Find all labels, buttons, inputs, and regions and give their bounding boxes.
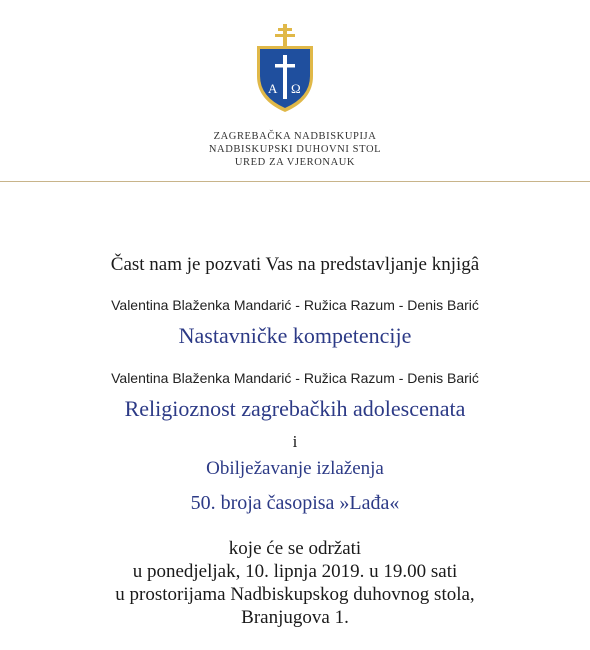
event-details [0,537,590,629]
book-2-authors: Valentina Blaženka Mandarić - Ružica Razum - Denis Barić [111,370,479,386]
event-line-1: Obilježavanje izlaženja [206,458,384,479]
org-line-spiritual-council: NADBISKUPSKI DUHOVNI STOL [208,144,382,155]
svg-text:Ω: Ω [291,81,301,96]
details-line-1: koje će se održati [228,538,362,559]
book-1-authors: Valentina Blaženka Mandarić - Ružica Razum - Denis Barić [111,297,479,313]
book-2-title: Religioznost zagrebačkih adolescenata [124,396,466,421]
org-line-catechesis-office: URED ZA VJERONAUK [234,157,356,168]
book-1-title: Nastavničke kompetencije [178,323,412,348]
details-venue: u prostorijama Nadbiskupskog duhovnog stola, [115,584,475,605]
conjunction: i [292,432,298,451]
church-crest-icon [254,24,316,112]
details-address: Branjugova 1. [241,607,349,628]
invitation-intro: Čast nam je pozvati Vas na predstavljanje knjigâ [110,254,480,275]
svg-text:A: A [268,81,278,96]
event-line-2: 50. broja časopisa »Lađa« [190,492,400,514]
organization-header [0,130,590,169]
org-line-archdiocese: ZAGREBAČKA NADBISKUPIJA [213,131,377,142]
details-date-time: u ponedjeljak, 10. lipnja 2019. u 19.00 sati [132,561,458,582]
header-divider [0,181,590,182]
